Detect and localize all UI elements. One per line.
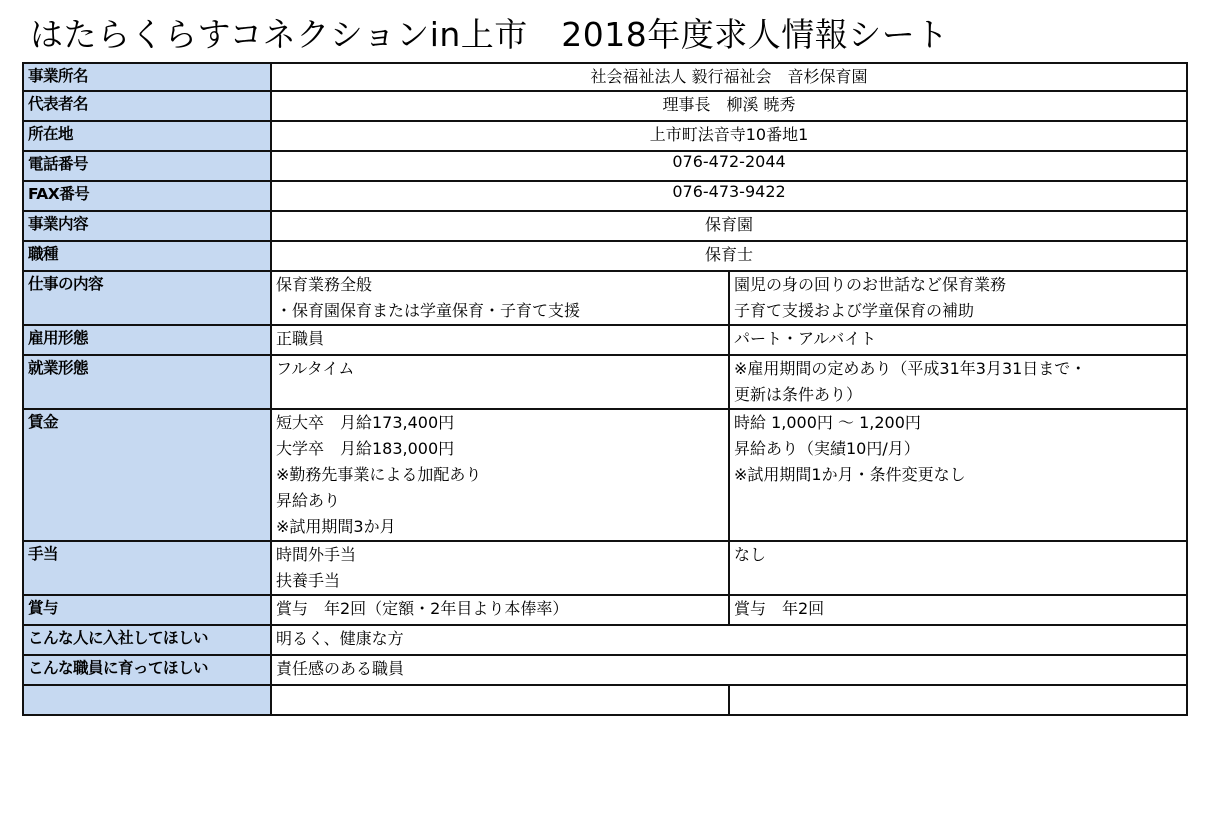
value-business-name: 社会福祉法人 毅行福祉会 音杉保育園	[271, 63, 1187, 91]
value-bonus-fulltime: 賞与 年2回（定額・2年目より本俸率）	[271, 595, 729, 625]
row-occupation	[23, 241, 1187, 271]
job-info-table	[22, 62, 1188, 716]
row-phone	[23, 151, 1187, 181]
value-occupation: 保育士	[271, 241, 1187, 271]
label-business-name: 事業所名	[23, 63, 271, 91]
label-employment-type: 雇用形態	[23, 325, 271, 355]
value-allowance-fulltime: 時間外手当 扶養手当	[271, 541, 729, 595]
label-fax: FAX番号	[23, 181, 271, 211]
row-fax	[23, 181, 1187, 211]
value-cut-off-right	[729, 685, 1187, 715]
value-representative: 理事長 柳溪 暁秀	[271, 91, 1187, 121]
label-representative: 代表者名	[23, 91, 271, 121]
row-grow-staff	[23, 655, 1187, 685]
row-representative	[23, 91, 1187, 121]
row-cut-off	[23, 685, 1187, 715]
row-business-name	[23, 63, 1187, 91]
value-fax: 076-473-9422	[271, 181, 1187, 211]
row-wage	[23, 409, 1187, 541]
label-address: 所在地	[23, 121, 271, 151]
label-cut-off	[23, 685, 271, 715]
label-occupation: 職種	[23, 241, 271, 271]
value-bonus-parttime: 賞与 年2回	[729, 595, 1187, 625]
sheet-title: はたらくらすコネクションin上市 2018年度求人情報シート	[30, 15, 949, 54]
label-allowance: 手当	[23, 541, 271, 595]
row-employment-type	[23, 325, 1187, 355]
label-work-style: 就業形態	[23, 355, 271, 409]
value-allowance-parttime: なし	[729, 541, 1187, 595]
value-employment-type-fulltime: 正職員	[271, 325, 729, 355]
value-wage-parttime: 時給 1,000円 ～ 1,200円 昇給あり（実績10円/月） ※試用期間1か月・条件変更なし	[729, 409, 1187, 541]
value-address: 上市町法音寺10番地1	[271, 121, 1187, 151]
label-grow-staff: こんな職員に育ってほしい	[23, 655, 271, 685]
value-job-content-fulltime: 保育業務全般 ・保育園保育または学童保育・子育て支援	[271, 271, 729, 325]
label-bonus: 賞与	[23, 595, 271, 625]
label-wage: 賃金	[23, 409, 271, 541]
row-work-style	[23, 355, 1187, 409]
value-cut-off-left	[271, 685, 729, 715]
value-work-style-parttime: ※雇用期間の定めあり（平成31年3月31日まで・ 更新は条件あり）	[729, 355, 1187, 409]
label-wanted-person: こんな人に入社してほしい	[23, 625, 271, 655]
value-wanted-person: 明るく、健康な方	[271, 625, 1187, 655]
value-work-style-fulltime: フルタイム	[271, 355, 729, 409]
label-business-content: 事業内容	[23, 211, 271, 241]
value-wage-fulltime: 短大卒 月給173,400円 大学卒 月給183,000円 ※勤務先事業による加配あり 昇給あり ※試用期間3か月	[271, 409, 729, 541]
value-employment-type-parttime: パート・アルバイト	[729, 325, 1187, 355]
row-job-content	[23, 271, 1187, 325]
value-business-content: 保育園	[271, 211, 1187, 241]
value-job-content-parttime: 園児の身の回りのお世話など保育業務 子育て支援および学童保育の補助	[729, 271, 1187, 325]
row-business-content	[23, 211, 1187, 241]
row-bonus	[23, 595, 1187, 625]
label-job-content: 仕事の内容	[23, 271, 271, 325]
row-wanted-person	[23, 625, 1187, 655]
label-phone: 電話番号	[23, 151, 271, 181]
row-allowance	[23, 541, 1187, 595]
row-address	[23, 121, 1187, 151]
value-phone: 076-472-2044	[271, 151, 1187, 181]
value-grow-staff: 責任感のある職員	[271, 655, 1187, 685]
